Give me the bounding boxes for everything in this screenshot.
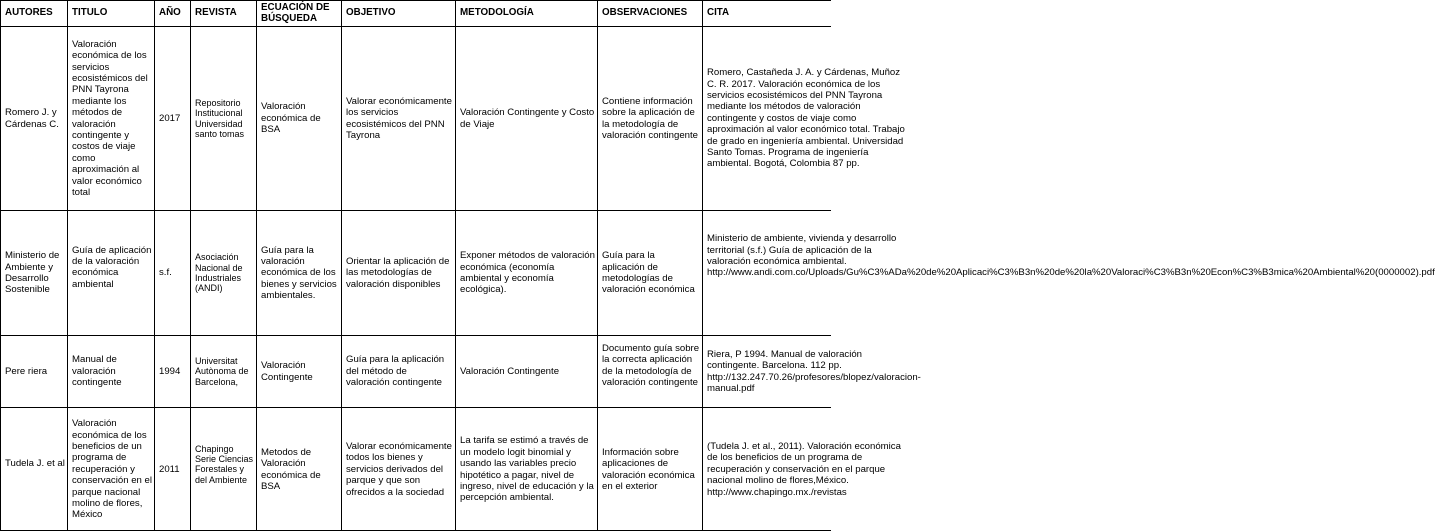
header-ecuacion-busqueda: ECUACIÓN DE BÚSQUEDA bbox=[261, 2, 330, 24]
header-titulo: TITULO bbox=[72, 7, 108, 19]
cell-metodologia-row-2: Exponer métodos de valoración económica (economía ambiental y economía ecológica). bbox=[460, 250, 595, 296]
cell-titulo-row-2: Guía de aplicación de la valoración económica ambiental bbox=[72, 244, 152, 290]
cell-anio-row-2: s.f. bbox=[159, 267, 172, 279]
table-border-horizontal-1 bbox=[0, 26, 831, 27]
table-border-vertical-0 bbox=[0, 0, 1, 531]
cell-autores-row-3: Pere riera bbox=[5, 365, 48, 377]
table-border-vertical-3 bbox=[190, 0, 191, 531]
cell-objetivo-row-1: Valorar económicamente los servicios ecosistémicos del PNN Tayrona bbox=[346, 95, 452, 141]
header-autores: AUTORES bbox=[5, 7, 53, 19]
cell-revista-row-4: Chapingo Serie Ciencias Forestales y del Ambiente bbox=[195, 443, 254, 485]
cell-cita-row-1: Romero, Castañeda J. A. y Cárdenas, Muñoz C. R. 2017. Valoración económica de los servicios ecosistémicos del PNN Tayrona mediante los métodos de valoración contingente y costos de viaje como aproximación al valor económico total. Trabajo de grado en ingeniería ambiental. Universidad Santo Tomas. Programa de ingeniería ambiental. Bogotá, Colombia 87 pp. bbox=[707, 67, 905, 170]
table-border-vertical-5 bbox=[341, 0, 342, 531]
table-border-horizontal-4 bbox=[0, 407, 831, 408]
cell-cita-row-4: (Tudela J. et al., 2011). Valoración económica de los beneficios de un programa de recuperación y conservación en el parque nacional molino de flores,México. http://www.chapingo.mx./revistas bbox=[707, 441, 901, 498]
cell-anio-row-3: 1994 bbox=[159, 365, 181, 377]
cell-observaciones-row-4: Información sobre aplicaciones de valoración económica en el exterior bbox=[602, 446, 695, 492]
table-border-vertical-8 bbox=[702, 0, 703, 531]
cell-observaciones-row-2: Guía para la aplicación de metodologías de valoración económica bbox=[602, 250, 695, 296]
cell-objetivo-row-2: Orientar la aplicación de las metodologías de valoración disponibles bbox=[346, 255, 450, 290]
cell-titulo-row-4: Valoración económica de los beneficios de un programa de recuperación y conservación en el parque nacional molino de flores, México bbox=[72, 418, 152, 521]
header-objetivo: OBJETIVO bbox=[346, 7, 396, 19]
table-border-horizontal-3 bbox=[0, 335, 831, 336]
table-border-vertical-2 bbox=[154, 0, 155, 531]
cell-cita-row-2: Ministerio de ambiente, vivienda y desarrollo territorial (s.f.) Guía de aplicación de la valoración económica ambiental. http://www.andi.com.co/Uploads/Gu%C3%ADa%20de%20Aplicaci%C3%B3n%20de%20la%20Valoraci%C3%B3n%20Econ%C3%B3mica%20Ambiental%20(0000002).pdf bbox=[707, 233, 1435, 279]
cell-metodologia-row-4: La tarifa se estimó a través de un modelo logit binomial y usando las variables precio hipotético a pagar, nivel de ingreso, nivel de educación y la percepción ambiental. bbox=[460, 435, 594, 504]
header-anio: AÑO bbox=[159, 7, 181, 19]
cell-autores-row-4: Tudela J. et al bbox=[5, 458, 65, 470]
cell-titulo-row-3: Manual de valoración contingente bbox=[72, 354, 122, 389]
cell-anio-row-4: 2011 bbox=[159, 463, 180, 475]
cell-ecuacion-busqueda-row-4: Metodos de Valoración económica de BSA bbox=[261, 446, 321, 492]
header-revista: REVISTA bbox=[195, 7, 237, 19]
cell-ecuacion-busqueda-row-1: Valoración económica de BSA bbox=[261, 101, 321, 136]
table-border-vertical-7 bbox=[597, 0, 598, 531]
cell-anio-row-1: 2017 bbox=[159, 112, 181, 124]
header-metodologia: METODOLOGÍA bbox=[460, 7, 534, 19]
cell-metodologia-row-3: Valoración Contingente bbox=[460, 365, 560, 377]
header-observaciones: OBSERVACIONES bbox=[602, 7, 688, 19]
table-border-vertical-4 bbox=[256, 0, 257, 531]
cell-ecuacion-busqueda-row-3: Valoración Contingente bbox=[261, 360, 313, 383]
cell-cita-row-3: Riera, P 1994. Manual de valoración contingente. Barcelona. 112 pp. http://132.247.70.26/profesores/blopez/valoracion-manual.pdf bbox=[707, 348, 921, 394]
cell-revista-row-1: Repositorio Institucional Universidad santo tomas bbox=[195, 97, 245, 139]
cell-objetivo-row-3: Guía para la aplicación del método de valoración contingente bbox=[346, 354, 445, 389]
cell-revista-row-2: Asociación Nacional de Industriales (ANDI) bbox=[195, 252, 243, 294]
table-border-horizontal-2 bbox=[0, 210, 831, 211]
header-cita: CITA bbox=[707, 7, 730, 19]
cell-observaciones-row-1: Contiene información sobre la aplicación de la metodología de valoración contingente bbox=[602, 95, 699, 141]
cell-titulo-row-1: Valoración económica de los servicios ecosistémicos del PNN Tayrona mediante los métodos de valoración contingente y costos de viaje como aproximación al valor económico total bbox=[72, 38, 148, 198]
table-border-vertical-6 bbox=[455, 0, 456, 531]
cell-revista-row-3: Universitat Autònoma de Barcelona, bbox=[195, 355, 249, 387]
cell-metodologia-row-1: Valoración Contingente y Costo de Viaje bbox=[460, 107, 595, 130]
cell-observaciones-row-3: Documento guía sobre la correcta aplicación de la metodología de valoración contingente bbox=[602, 343, 700, 389]
cell-ecuacion-busqueda-row-2: Guía para la valoración económica de los bienes y servicios ambientales. bbox=[261, 244, 337, 302]
cell-objetivo-row-4: Valorar económicamente todos los bienes y servicios derivados del parque y que son ofrecidos a la sociedad bbox=[346, 441, 452, 498]
cell-autores-row-1: Romero J. y Cárdenas C. bbox=[5, 107, 59, 130]
table-border-vertical-1 bbox=[67, 0, 68, 531]
table-border-horizontal-0 bbox=[0, 0, 831, 1]
cell-autores-row-2: Ministerio de Ambiente y Desarrollo Sostenible bbox=[5, 250, 60, 296]
